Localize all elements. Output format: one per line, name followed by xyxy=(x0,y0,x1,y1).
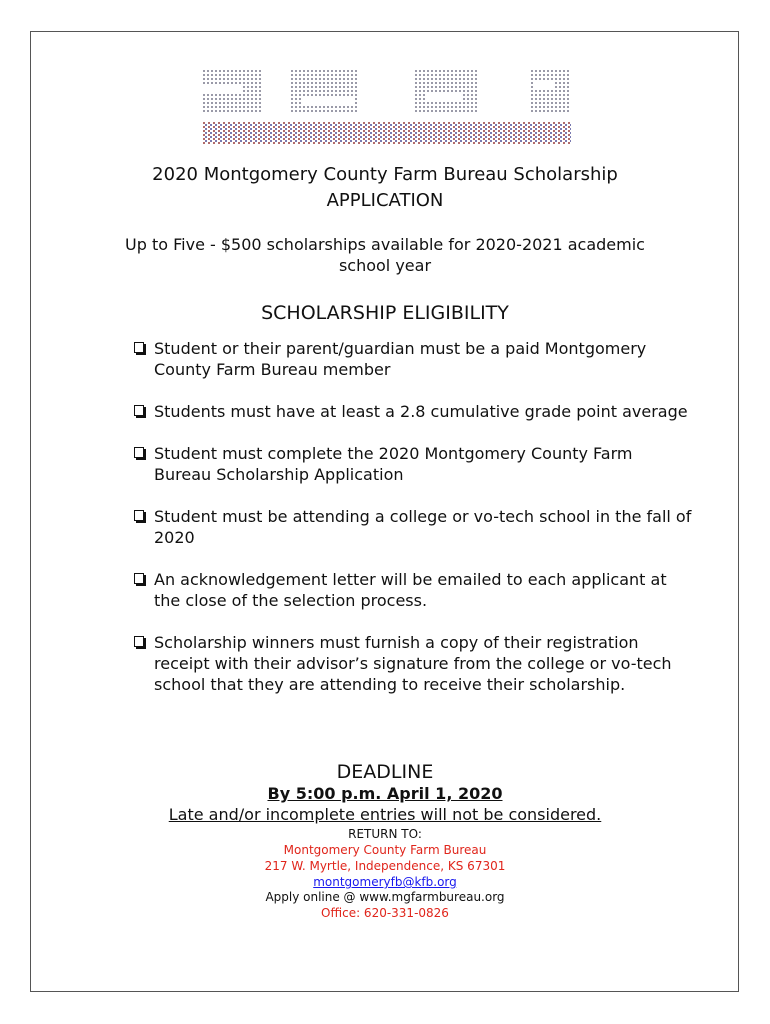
email-link[interactable]: montgomeryfb@kfb.org xyxy=(313,875,457,889)
eligibility-heading: SCHOLARSHIP ELIGIBILITY xyxy=(261,302,509,324)
late-entries-note: Late and/or incomplete entries will not be considered. xyxy=(168,805,602,824)
deadline-date: By 5:00 p.m. April 1, 2020 xyxy=(267,784,503,803)
org-name: Montgomery County Farm Bureau xyxy=(283,843,487,857)
org-address: 217 W. Myrtle, Independence, KS 67301 xyxy=(264,859,506,873)
eligibility-item: Student must be attending a college or vo-tech school in the fall of 2020 xyxy=(133,506,693,548)
checkbox-icon xyxy=(134,405,144,416)
page-title: 2020 Montgomery County Farm Bureau Scholarship APPLICATION xyxy=(152,164,618,211)
eligibility-item: Student or their parent/guardian must be a paid Montgomery County Farm Bureau member xyxy=(133,338,693,380)
email-line xyxy=(40,875,730,890)
eligibility-list xyxy=(133,338,693,716)
apply-online-text: Apply online @ www.mgfarmbureau.org xyxy=(265,890,505,904)
checkbox-icon xyxy=(134,573,144,584)
logo-banner xyxy=(203,122,571,144)
checkbox-icon xyxy=(134,342,144,353)
farm-bureau-logo xyxy=(203,66,571,148)
checkbox-icon xyxy=(134,510,144,521)
checkbox-icon xyxy=(134,447,144,458)
scholarship-subtitle: Up to Five - $500 scholarships available for 2020-2021 academic school year xyxy=(125,235,645,275)
deadline-heading: DEADLINE xyxy=(336,761,434,783)
return-to-label: RETURN TO: xyxy=(348,827,422,841)
eligibility-item: Student must complete the 2020 Montgomery County Farm Bureau Scholarship Application xyxy=(133,443,693,485)
checkbox-icon xyxy=(134,636,144,647)
eligibility-item: Scholarship winners must furnish a copy of their registration receipt with their advisor’s signature from the college or vo-tech school that they are attending to receive their scholarship. xyxy=(133,632,693,695)
eligibility-item: An acknowledgement letter will be emailed to each applicant at the close of the selection process. xyxy=(133,569,693,611)
office-phone: Office: 620-331-0826 xyxy=(321,906,449,920)
logo-letter-blocks xyxy=(203,68,571,114)
eligibility-item: Students must have at least a 2.8 cumulative grade point average xyxy=(133,401,693,422)
